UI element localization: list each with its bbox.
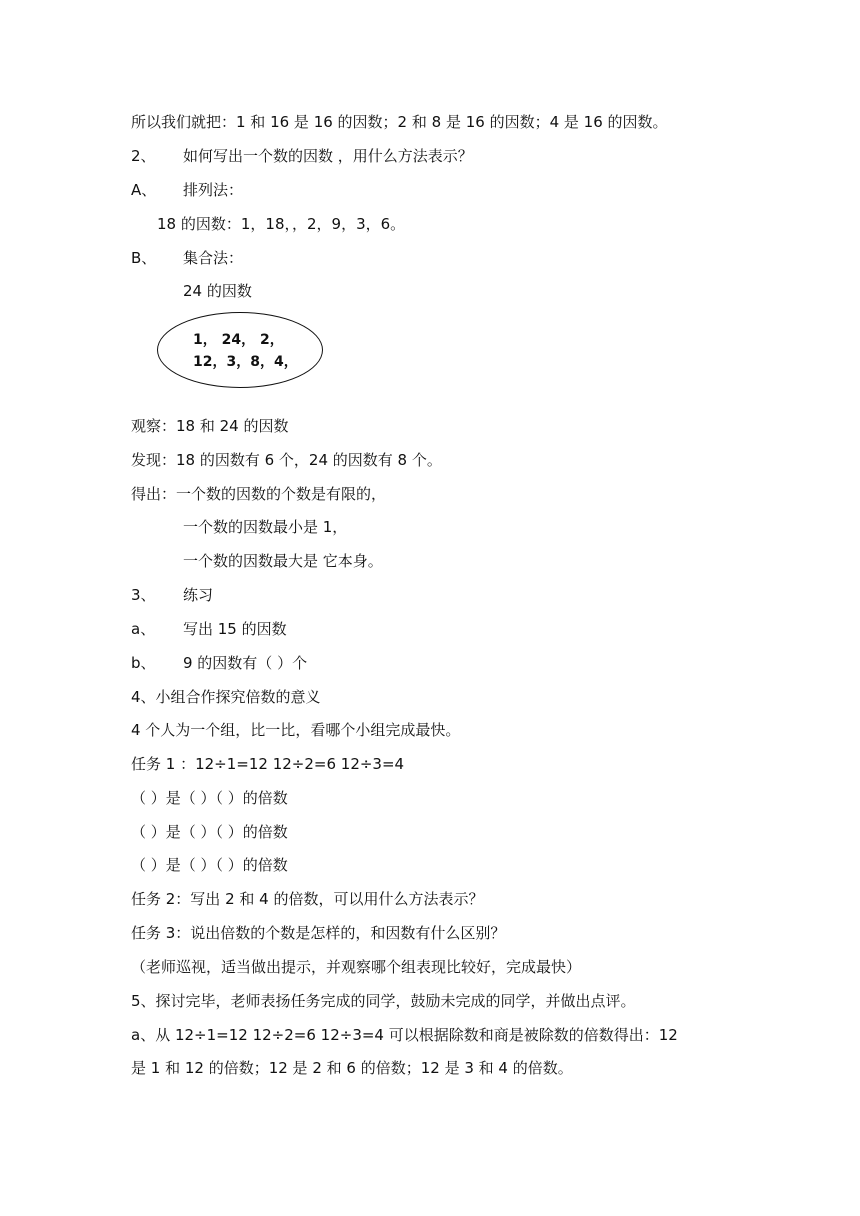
text-line: 任务 3：说出倍数的个数是怎样的，和因数有什么区别？	[131, 924, 506, 942]
text-line: 5、探讨完毕，老师表扬任务完成的同学，鼓励未完成的同学，并做出点评。	[131, 992, 636, 1010]
text-line: 观察：18 和 24 的因数	[131, 417, 289, 435]
list-text: 排列法：	[183, 181, 244, 199]
list-marker: a、	[131, 620, 156, 638]
list-text: 9 的因数有（ ）个	[183, 654, 308, 672]
set-ellipse	[157, 312, 323, 388]
list-marker: b、	[131, 654, 156, 672]
text-line: 得出：一个数的因数的个数是有限的，	[131, 485, 387, 503]
list-marker: B、	[131, 249, 157, 267]
list-item-a	[131, 180, 243, 200]
list-text: 如何写出一个数的因数 ，用什么方法表示？	[183, 147, 473, 165]
list-marker: 3、	[131, 586, 156, 604]
text-line: （ ）是（ ）（ ）的倍数	[131, 823, 288, 841]
text-line: 一个数的因数最大是 它本身。	[183, 552, 383, 570]
list-item-b	[131, 653, 307, 673]
list-item-a	[131, 619, 287, 639]
text-line: 4、小组合作探究倍数的意义	[131, 688, 321, 706]
text-line: 4 个人为一个组，比一比，看哪个小组完成最快。	[131, 721, 461, 739]
text-line: （ ）是（ ）（ ）的倍数	[131, 856, 288, 874]
list-item-2	[131, 146, 473, 166]
text-line: 任务 2：写出 2 和 4 的倍数，可以用什么方法表示？	[131, 890, 484, 908]
text-line: 18 的因数：1，18，，2，9，3，6。	[157, 215, 406, 233]
list-text: 写出 15 的因数	[183, 620, 287, 638]
text-line: （老师巡视，适当做出提示，并观察哪个组表现比较好，完成最快）	[131, 958, 582, 976]
text-line: 发现：18 的因数有 6 个，24 的因数有 8 个。	[131, 451, 442, 469]
list-text: 集合法：	[183, 249, 244, 267]
text-line: 是 1 和 12 的倍数；12 是 2 和 6 的倍数；12 是 3 和 4 的倍数。	[131, 1059, 573, 1077]
ellipse-text-line: 1， 24， 2，	[193, 332, 284, 348]
text-line: 所以我们就把：1 和 16 是 16 的因数；2 和 8 是 16 的因数；4 是 16 的因数。	[131, 113, 668, 131]
list-item-3	[131, 585, 213, 605]
text-line: （ ）是（ ）（ ）的倍数	[131, 789, 288, 807]
ellipse-text-line: 12，3，8，4，	[193, 354, 298, 370]
text-line: 24 的因数	[183, 282, 252, 300]
list-text: 练习	[183, 586, 214, 604]
list-item-b	[131, 248, 243, 268]
text-line: a、从 12÷1=12 12÷2=6 12÷3=4 可以根据除数和商是被除数的倍数得出：12	[131, 1026, 678, 1044]
list-marker: A、	[131, 181, 157, 199]
text-line: 任务 1 ：12÷1=12 12÷2=6 12÷3=4	[131, 755, 405, 773]
list-marker: 2、	[131, 147, 156, 165]
text-line: 一个数的因数最小是 1，	[183, 518, 348, 536]
